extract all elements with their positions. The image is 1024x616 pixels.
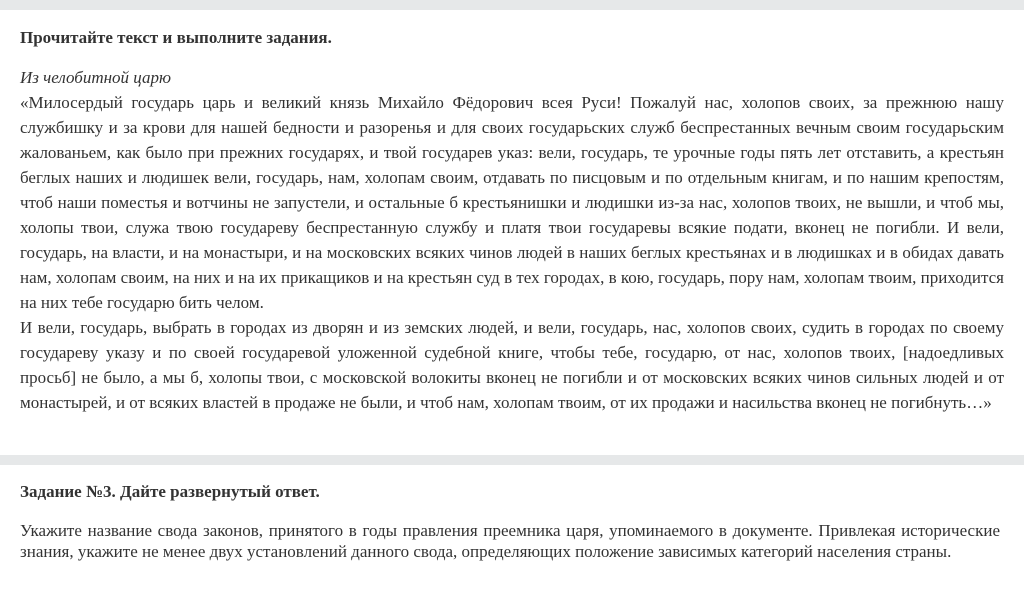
passage-paragraph-1: «Милосердый государь царь и великий князь Михайло Фёдорович всея Руси! Пожалуй нас, холопов своих, за прежнюю нашу службишку и за крови для нашей бедности и разоренья и для своих государьских служб беспрестанных вечным своим государьским жалованьем, как было при прежних государях, и твой государев указ: вели, государь, те урочные годы пять лет отставить, а крестьян беглых наших и людишек вели, государь, нам, холопам своим, отдавать по писцовым и по отдельным книгам, и по нашим крепостям, чтоб наши поместья и вотчины не запустели, и остальные б крестьянишки и людишки из-за нас, холопов твоих, не вышли, и чтоб мы, холопы твои, служа твою государеву беспрестанную службу и платя твои государевы всякие подати, вконец не погибли. И вели, государь, на власти, и на монастыри, и на московских всяких чинов людей в наших беглых крестьянах и в людишках и в обидах давать нам, холопам своим, на них и на их прикащиков и на крестьян суд в тех городах, в кою, государь, пору нам, холопам твоим, приходится на них тебе государю бить челом. (20, 93, 1004, 312)
task-text: Укажите название свода законов, принятого в годы правления преемника царя, упоминаемого в документе. Привлекая исторические знания, укажите не менее двух установлений данного свода, определяющих положение зависимых категорий населения страны. (20, 521, 1000, 561)
section-divider-bar (0, 455, 1024, 465)
task-title: Задание №3. Дайте развернутый ответ. (20, 482, 320, 501)
instruction-heading: Прочитайте текст и выполните задания. (20, 28, 332, 47)
top-divider-bar (0, 0, 1024, 10)
source-title: Из челобитной царю (20, 68, 171, 87)
source-passage (20, 90, 1004, 415)
passage-paragraph-2: И вели, государь, выбрать в городах из дворян и из земских людей, и вели, государь, нас, холопов своих, судить в городах по своему государеву указу и по своей государевой уложенной судебной книге, чтобы тебе, государю, от нас, холопов твоих, [надоедливых просьб] не было, а мы б, холопы твои, с московской волокиты вконец не погибли и от московских всяких чинов сильных людей и от монастырей, и от всяких властей в продаже не были, и чтоб нам, холопам твоим, от их продажи и насильства вконец не погибнуть…» (20, 318, 1004, 412)
